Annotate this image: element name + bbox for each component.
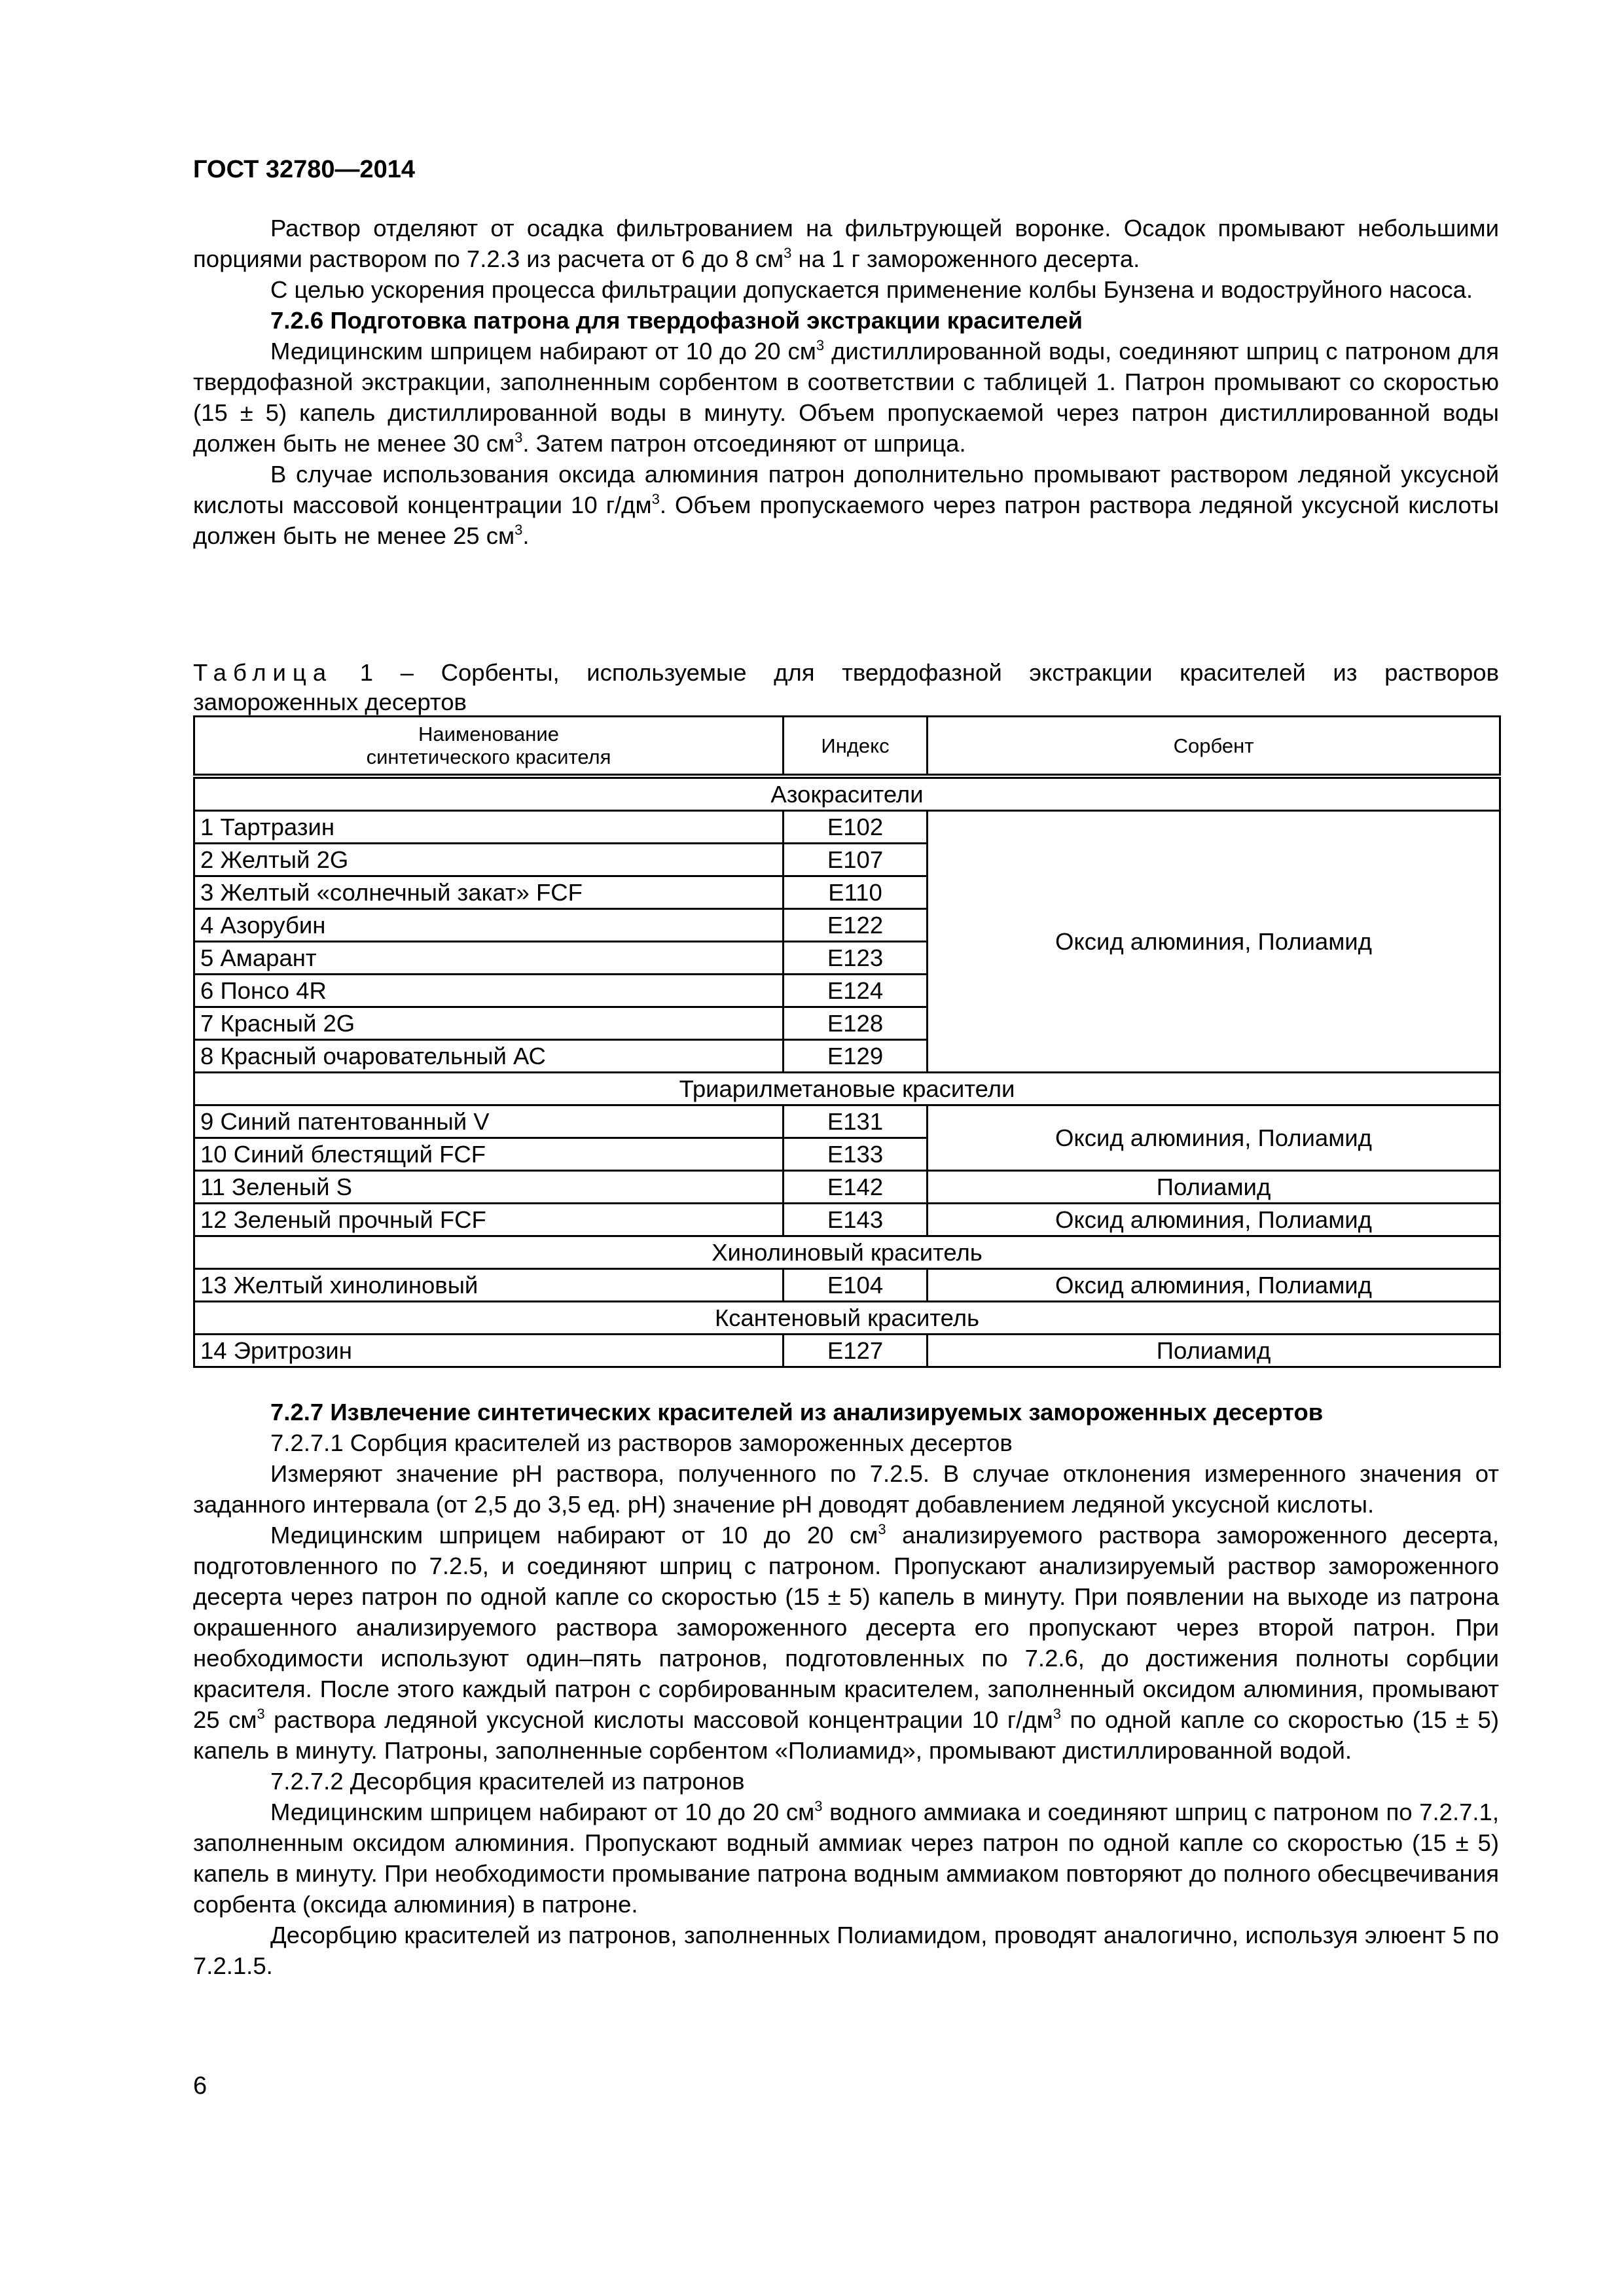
table-row: 2 Желтый 2G E107 [194,844,1500,876]
paragraph: В случае использования оксида алюминия патрон дополнительно промывают раствором ледяной уксусной кислоты массовой концентрации 10 $г/дм^3$. Объем пропускаемого через патрон раствора ледяной уксусной кислоты должен быть не менее 25 $см^3$. [193,461,1499,549]
table-row: 1 Тартразин E102 Оксид алюминия, Полиамид [194,811,1500,844]
table-row: 5 Амарант E123 [194,942,1500,975]
document-page [193,0,1499,2296]
table-row: 9 Синий патентованный V E131 Оксид алюминия, Полиамид [194,1105,1500,1138]
table-row: 7 Красный 2G E128 [194,1007,1500,1040]
table-group-row: Ксантеновый краситель [194,1302,1500,1335]
column-header-index: Индекс [784,717,928,777]
document-header: ГОСТ 32780—2014 [193,156,416,183]
page-number: 6 [193,2072,208,2100]
paragraph: Измеряют значение рН раствора, полученного по 7.2.5. В случае отклонения измеренного значения от заданного интервала (от 2,5 до 3,5 ед. рН) значение рН доводят добавлением ледяной уксусной кислоты. [193,1460,1499,1518]
table-header-row [194,717,1500,777]
paragraph: С целью ускорения процесса фильтрации допускается применение колбы Бунзена и водоструйного насоса. [270,276,1473,303]
section-heading: 7.2.6 Подготовка патрона для твердофазной экстракции красителей [270,307,1083,334]
text-block-top [193,213,1499,551]
table-row: 14 Эритрозин E127 Полиамид [194,1335,1500,1367]
table-caption: Таблица 1 – Сорбенты, используемые для твердофазной экстракции красителей из растворов замороженных десертов [193,659,1499,715]
table-group-row: Триарилметановые красители [194,1073,1500,1105]
table-row: 6 Понсо 4R E124 [194,975,1500,1007]
column-header-name: Наименование синтетического красителя [194,717,784,777]
subsection-heading: 7.2.7.2 Десорбция красителей из патронов [270,1768,745,1795]
table-row: 11 Зеленый S E142 Полиамид [194,1171,1500,1204]
section-heading: 7.2.7 Извлечение синтетических красителей из анализируемых замороженных десертов [270,1399,1324,1426]
text-block-bottom [193,1397,1499,1981]
paragraph: Медицинским шприцем набирают от 10 до 20 $см^3$ водного аммиака и соединяют шприц с патроном по 7.2.7.1, заполненным оксидом алюминия. Пропускают водный аммиак через патрон по одной капле со скоростью (15 ± 5) капель в минуту. При необходимости промывание патрона водным аммиаком повторяют до полного обесцвечивания сорбента (оксида алюминия) в патроне. [193,1798,1499,1918]
table-row: 4 Азорубин E122 [194,909,1500,942]
paragraph: Медицинским шприцем набирают от 10 до 20 $см^3$ дистиллированной воды, соединяют шприц с патроном для твердофазной экстракции, заполненным сорбентом в соответствии с таблицей 1. Патрон промывают со скоростью (15 ± 5) капель дистиллированной воды в минуту. Объем пропускаемой через патрон дистиллированной воды должен быть не менее 30 $см^3$. Затем патрон отсоединяют от шприца. [193,337,1499,457]
table-caption-label: Таблица [193,659,333,686]
table-row: 13 Желтый хинолиновый E104 Оксид алюминия, Полиамид [194,1269,1500,1302]
table-group-row: Азокрасители [194,776,1500,811]
table-row: 8 Красный очаровательный АС E129 [194,1040,1500,1073]
table-row: 12 Зеленый прочный FCF E143 Оксид алюминия, Полиамид [194,1204,1500,1236]
paragraph: Раствор отделяют от осадка фильтрованием на фильтрующей воронке. Осадок промывают небольшими порциями раствором по 7.2.3 из расчета от 6 до 8 $см^3$ на 1 г замороженного десерта. [193,215,1499,272]
paragraph: Десорбцию красителей из патронов, заполненных Полиамидом, проводят аналогично, используя элюент 5 по 7.2.1.5. [193,1922,1499,1979]
table-row: 10 Синий блестящий FCF E133 [194,1138,1500,1171]
table-row: 3 Желтый «солнечный закат» FCF E110 [194,876,1500,909]
subsection-heading: 7.2.7.1 Сорбция красителей из растворов замороженных десертов [270,1429,1013,1456]
sorbents-table [193,715,1501,1368]
paragraph: Медицинским шприцем набирают от 10 до 20 $см^3$ анализируемого раствора замороженного десерта, подготовленного по 7.2.5, и соединяют шприц с патроном. Пропускают анализируемый раствор замороженного десерта через патрон по одной капле со скоростью (15 ± 5) капель в минуту. При появлении на выходе из патрона окрашенного анализируемого раствора замороженного десерта его пропускают через второй патрон. При необходимости используют один–пять патронов, подготовленных по 7.2.6, до достижения полноты сорбции красителя. После этого каждый патрон с сорбированным красителем, заполненный оксидом алюминия, промывают 25 $см^3$ раствора ледяной уксусной кислоты массовой концентрации 10 $г/дм^3$ по одной капле со скоростью (15 ± 5) капель в минуту. Патроны, заполненные сорбентом «Полиамид», промывают дистиллированной водой. [193,1521,1499,1764]
table-group-row: Хинолиновый краситель [194,1236,1500,1269]
column-header-sorbent: Сорбент [928,717,1500,777]
